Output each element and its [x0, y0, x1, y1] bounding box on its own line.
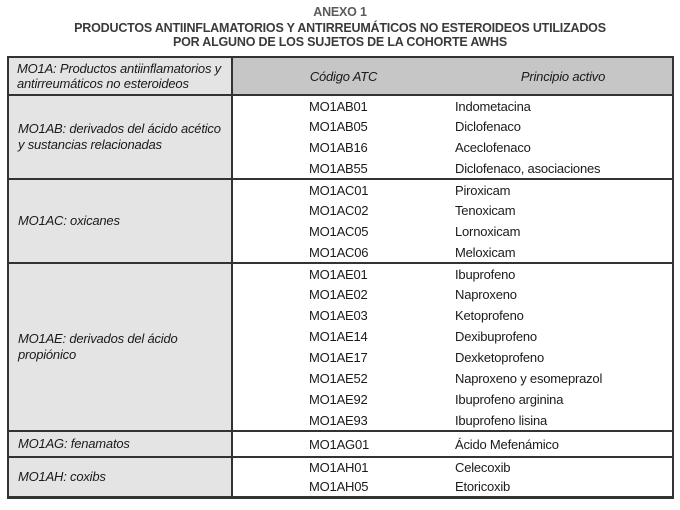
active-ingredient-cell: Diclofenaco: [455, 119, 521, 134]
active-ingredient-cell: Aceclofenaco: [455, 140, 531, 155]
active-ingredient-cell: Indometacina: [454, 95, 673, 116]
category-column-header: MO1A: Productos antiinflamatorios y antirreumáticos no esteroideos: [8, 57, 232, 95]
active-ingredient-cell: Ibuprofeno lisina: [455, 412, 547, 428]
table-row: [8, 457, 673, 477]
active-ingredient-cell: Piroxicam: [454, 179, 673, 200]
category-cell-mo1ae: MO1AE: derivados del ácido propiónico: [8, 263, 232, 431]
atc-code-cell: MO1AC05: [309, 224, 369, 239]
atc-table: [7, 56, 674, 499]
atc-code-cell: MO1AB01: [232, 95, 454, 116]
atc-code-cell: MO1AE93: [309, 412, 368, 428]
active-ingredient-cell: Naproxeno: [455, 287, 517, 302]
table-row: [8, 263, 673, 284]
title-block: [0, 0, 680, 49]
atc-code-cell: MO1AB05: [309, 119, 368, 134]
active-ingredient-cell: Dexibuprofeno: [455, 329, 537, 344]
atc-code-cell: MO1AB55: [309, 160, 368, 176]
active-ingredient-cell: Diclofenaco, asociaciones: [455, 160, 601, 176]
atc-code-cell: MO1AC06: [309, 244, 369, 260]
atc-code-cell: MO1AE03: [309, 308, 368, 323]
active-ingredient-cell: Ácido Mefenámico: [454, 431, 673, 457]
table-row: [8, 95, 673, 116]
atc-code-cell: MO1AE52: [309, 371, 368, 386]
table-header-row: [8, 57, 673, 95]
atc-code-cell: MO1AE17: [309, 350, 368, 365]
atc-code-cell: MO1AH05: [309, 478, 369, 494]
atc-code-cell: MO1AE02: [309, 287, 368, 302]
category-cell-mo1ag: MO1AG: fenamatos: [8, 431, 232, 457]
atc-code-cell: MO1AE01: [232, 263, 454, 284]
atc-code-cell: MO1AG01: [232, 431, 454, 457]
category-cell-mo1ab: MO1AB: derivados del ácido acético y sustancias relacionadas: [8, 95, 232, 179]
active-ingredient-cell: Ibuprofeno arginina: [455, 392, 564, 407]
table-row: [8, 179, 673, 200]
active-ingredient-cell: Etoricoxib: [455, 478, 511, 494]
active-ingredient-cell: Naproxeno y esomeprazol: [455, 371, 603, 386]
active-ingredient-cell: Dexketoprofeno: [455, 350, 544, 365]
atc-code-column-header: Código ATC: [232, 57, 454, 95]
active-ingredient-column-header: Principio activo: [454, 57, 673, 95]
annex-title: ANEXO 1: [313, 5, 367, 19]
atc-code-cell: MO1AC02: [309, 203, 369, 218]
atc-code-cell: MO1AE14: [309, 329, 368, 344]
table-row: [8, 431, 673, 457]
document-title-line-2: POR ALGUNO DE LOS SUJETOS DE LA COHORTE AWHS: [172, 35, 508, 49]
active-ingredient-cell: Tenoxicam: [455, 203, 516, 218]
category-cell-mo1ah: MO1AH: coxibs: [8, 457, 232, 497]
active-ingredient-cell: Meloxicam: [455, 244, 516, 260]
document-title-line-1: PRODUCTOS ANTIINFLAMATORIOS Y ANTIRREUMÁTICOS NO ESTEROIDEOS UTILIZADOS: [74, 21, 606, 35]
atc-code-cell: MO1AB16: [309, 140, 368, 155]
category-cell-mo1ac: MO1AC: oxicanes: [8, 179, 232, 263]
active-ingredient-cell: Ibuprofeno: [454, 263, 673, 284]
active-ingredient-cell: Lornoxicam: [455, 224, 521, 239]
atc-code-cell: MO1AH01: [232, 457, 454, 477]
active-ingredient-cell: Celecoxib: [454, 457, 673, 477]
atc-code-cell: MO1AE92: [309, 392, 368, 407]
atc-code-cell: MO1AC01: [232, 179, 454, 200]
active-ingredient-cell: Ketoprofeno: [455, 308, 524, 323]
